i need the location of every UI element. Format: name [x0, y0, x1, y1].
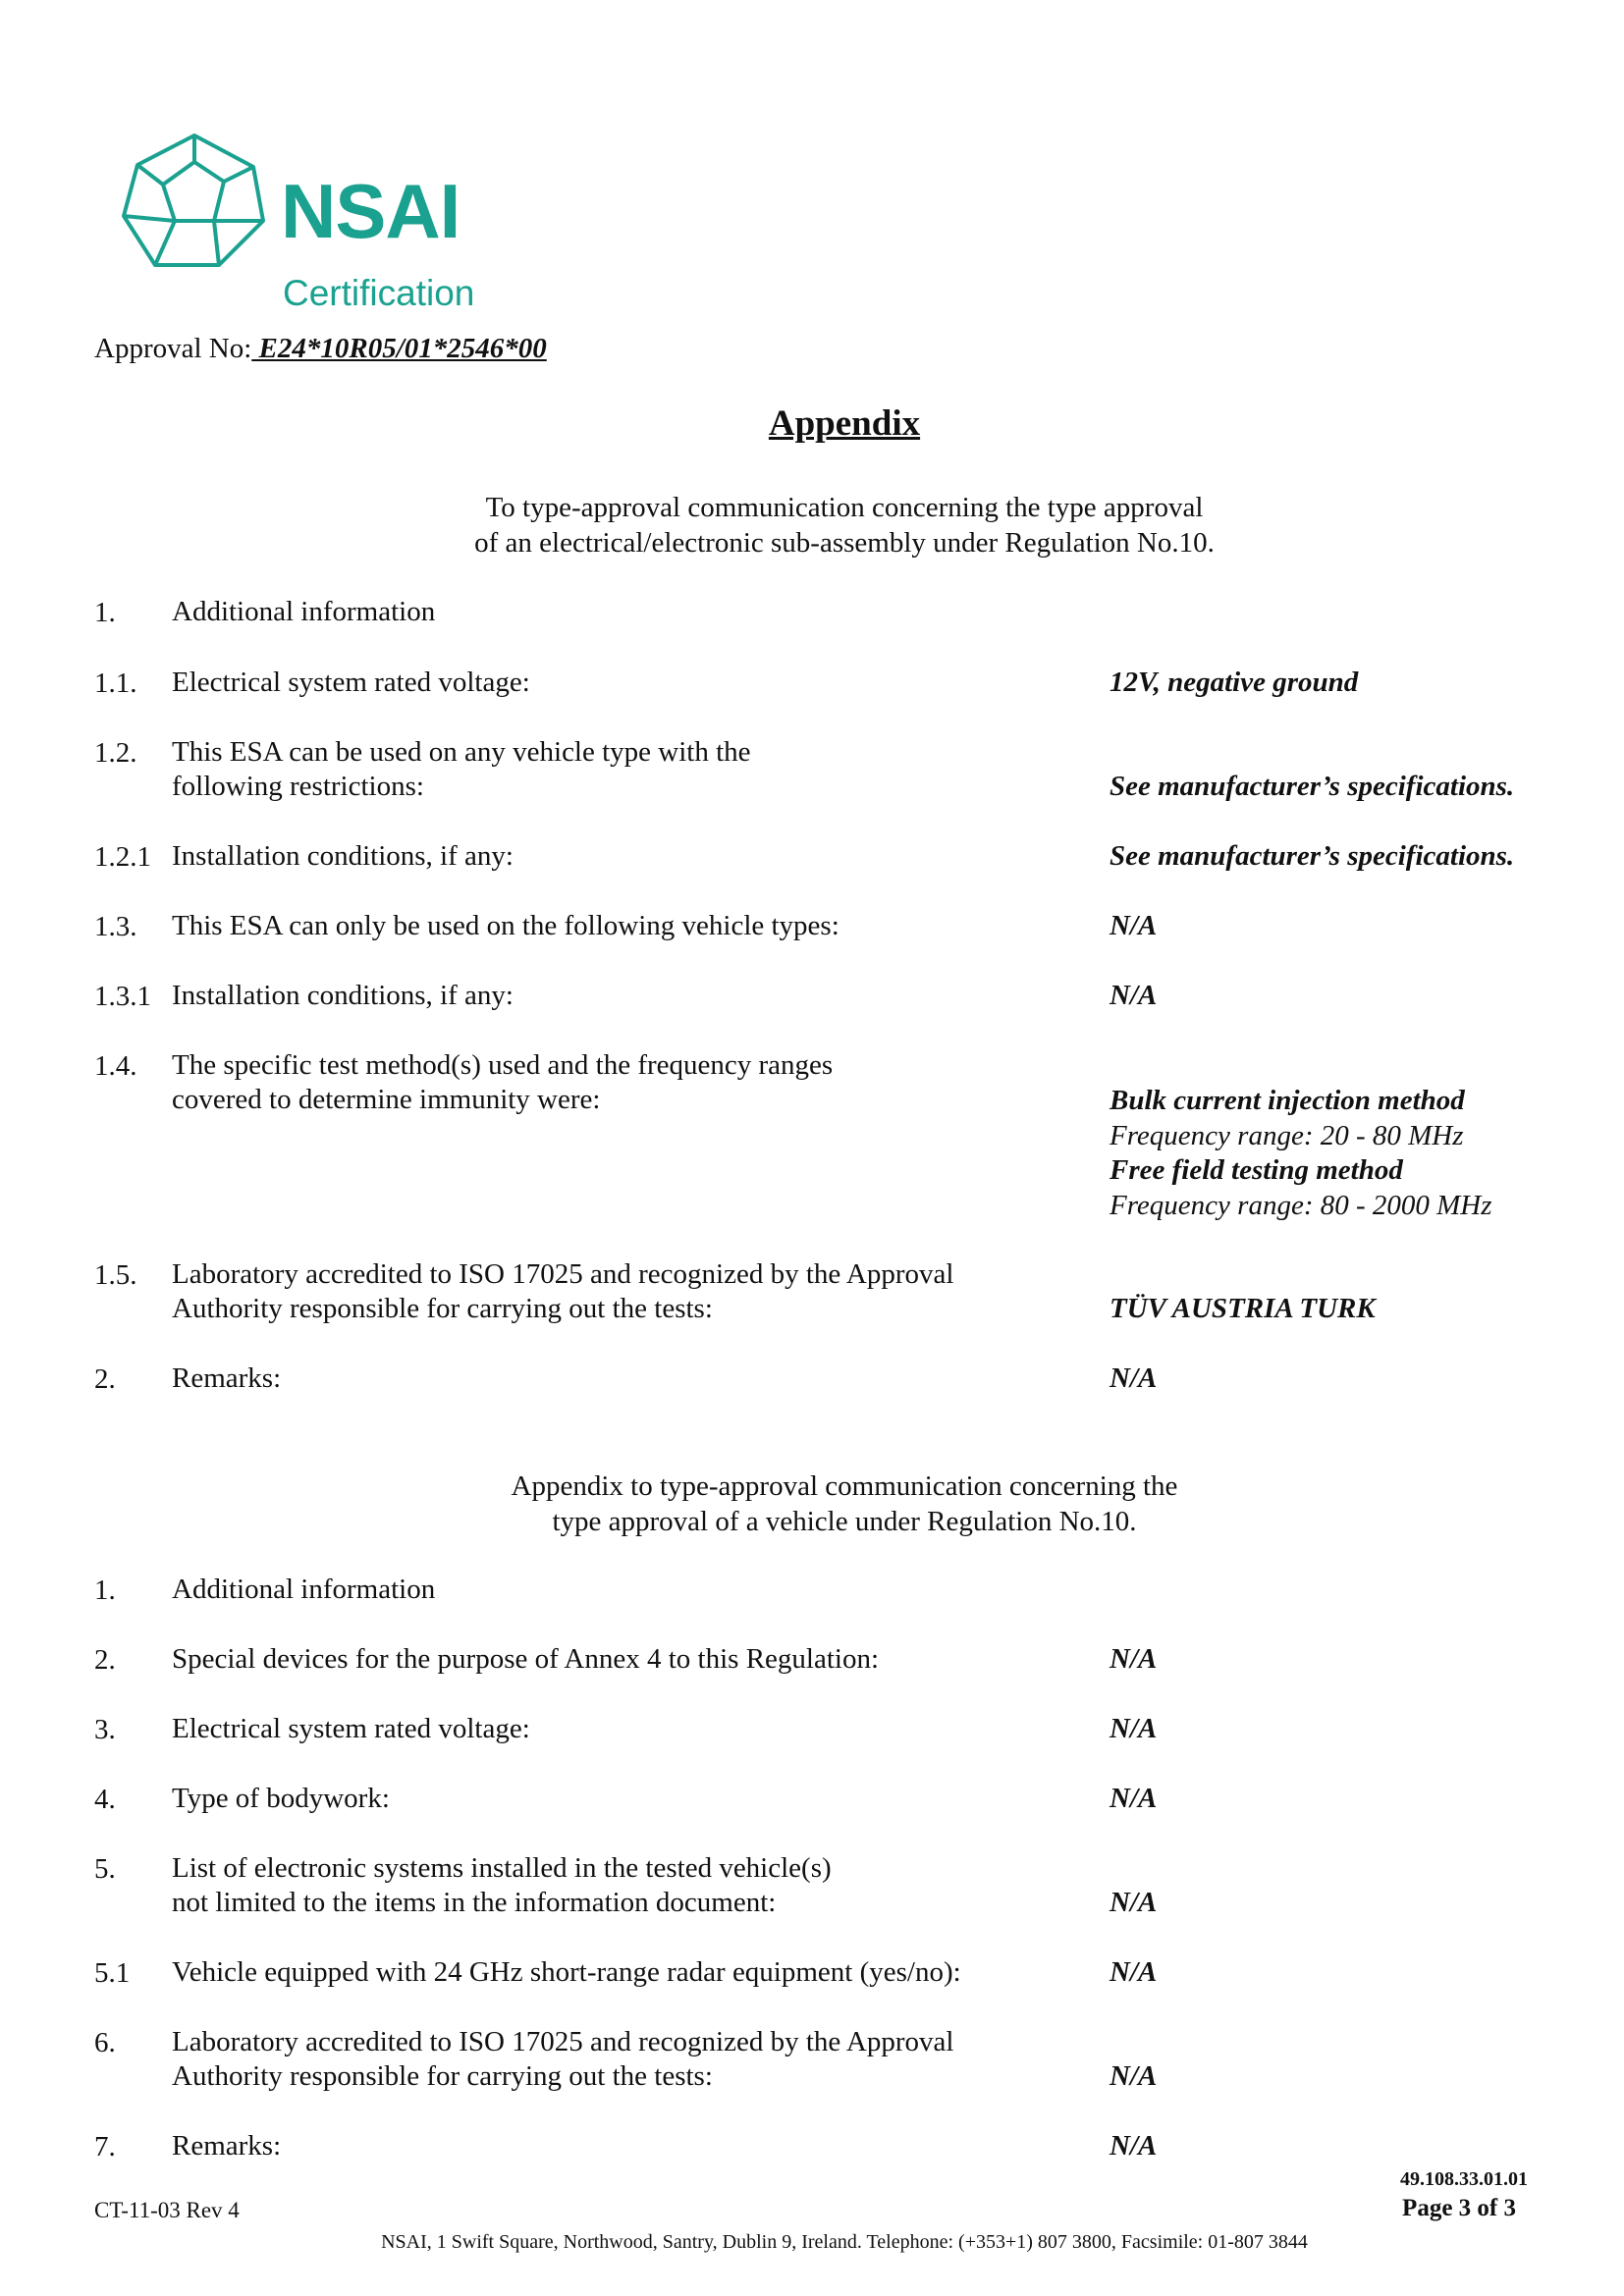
- intro-vehicle-line1: Appendix to type-approval communication concerning the: [511, 1470, 1178, 1502]
- item-label-line2: following restrictions:: [172, 771, 424, 802]
- item-label: Electrical system rated voltage:: [172, 1713, 530, 1744]
- intro-vehicle-line2: type approval of a vehicle under Regulation No.10.: [552, 1506, 1137, 1537]
- item-label: Installation conditions, if any:: [172, 840, 514, 872]
- item-number: 1.3.: [94, 911, 137, 942]
- item-value: See manufacturer’s specifications.: [1110, 771, 1515, 802]
- item-value: N/A: [1110, 1643, 1158, 1675]
- footer-address: NSAI, 1 Swift Square, Northwood, Santry, Dublin 9, Ireland. Telephone: (+353+1) 807 3800, Facsimile: 01-807 3844: [381, 2231, 1308, 2253]
- nsai-logo: [116, 128, 489, 324]
- item-number: 1.3.1: [94, 981, 151, 1012]
- item-value: N/A: [1110, 910, 1158, 941]
- frequency-range: Frequency range: 80 - 2000 MHz: [1110, 1189, 1492, 1221]
- item-number: 2.: [94, 1644, 116, 1676]
- item-value: N/A: [1110, 1362, 1158, 1394]
- item-value: N/A: [1110, 1887, 1158, 1918]
- item-label-line1: This ESA can be used on any vehicle type with the: [172, 736, 751, 768]
- dodecahedron-logo-icon: [116, 128, 273, 275]
- item-label: [172, 2025, 1026, 2094]
- logo-wordmark: NSAI: [281, 168, 460, 254]
- item-number: 1.5.: [94, 1259, 137, 1291]
- item-number: 1.1.: [94, 667, 137, 699]
- item-number: 1.: [94, 597, 116, 628]
- document-code: 49.108.33.01.01: [1400, 2168, 1528, 2190]
- approval-label: Approval No:: [94, 333, 252, 364]
- item-label: Installation conditions, if any:: [172, 980, 514, 1011]
- approval-value: E24*10R05/01*2546*00: [251, 333, 547, 364]
- form-reference: CT-11-03 Rev 4: [94, 2198, 240, 2222]
- item-number: 6.: [94, 2027, 116, 2058]
- intro-esa-line1: To type-approval communication concerning the type approval: [485, 492, 1204, 523]
- item-label-line2: Authority responsible for carrying out the tests:: [172, 2060, 713, 2092]
- item-value: N/A: [1110, 2130, 1158, 2162]
- logo-subtitle: Certification: [283, 273, 475, 313]
- item-number: 7.: [94, 2131, 116, 2163]
- item-label: [172, 735, 1026, 804]
- page-title: Appendix: [768, 403, 921, 444]
- item-label-line1: The specific test method(s) used and the frequency ranges: [172, 1049, 834, 1081]
- item-value: See manufacturer’s specifications.: [1110, 840, 1515, 872]
- item-label: Remarks:: [172, 2130, 282, 2162]
- item-value: N/A: [1110, 1956, 1158, 1988]
- item-label-line2: not limited to the items in the information document:: [172, 1887, 777, 1918]
- item-label: Vehicle equipped with 24 GHz short-range radar equipment (yes/no):: [172, 1956, 961, 1988]
- item-value: N/A: [1110, 1713, 1158, 1744]
- item-label-line2: Authority responsible for carrying out the tests:: [172, 1293, 713, 1324]
- item-number: 5.1: [94, 1957, 131, 1989]
- item-label: Additional information: [172, 1574, 436, 1605]
- item-label-line1: List of electronic systems installed in the tested vehicle(s): [172, 1852, 832, 1884]
- item-label: [172, 1851, 1026, 1920]
- item-label: Remarks:: [172, 1362, 282, 1394]
- item-label: This ESA can only be used on the following vehicle types:: [172, 910, 839, 941]
- approval-number: [94, 332, 547, 366]
- item-value: N/A: [1110, 980, 1158, 1011]
- item-number: 1.2.: [94, 737, 137, 769]
- item-label: Special devices for the purpose of Annex 4 to this Regulation:: [172, 1643, 880, 1675]
- frequency-range: Frequency range: 20 - 80 MHz: [1110, 1119, 1464, 1151]
- test-method: Free field testing method: [1110, 1154, 1403, 1186]
- test-method: Bulk current injection method: [1110, 1085, 1465, 1116]
- item-number: 3.: [94, 1714, 116, 1745]
- item-number: 1.2.1: [94, 841, 151, 873]
- item-label: [172, 1048, 1026, 1117]
- item-label: Additional information: [172, 596, 436, 627]
- item-value: TÜV AUSTRIA TURK: [1110, 1293, 1376, 1324]
- item-label-line1: Laboratory accredited to ISO 17025 and recognized by the Approval: [172, 2026, 954, 2057]
- item-label: Electrical system rated voltage:: [172, 667, 530, 698]
- item-value: N/A: [1110, 2060, 1158, 2092]
- intro-esa: [0, 490, 1624, 561]
- item-number: 1.: [94, 1575, 116, 1606]
- item-label: Type of bodywork:: [172, 1783, 390, 1814]
- item-label-line1: Laboratory accredited to ISO 17025 and recognized by the Approval: [172, 1258, 954, 1290]
- page-number: Page 3 of 3: [1402, 2195, 1516, 2221]
- item-number: 4.: [94, 1784, 116, 1815]
- item-number: 2.: [94, 1363, 116, 1395]
- item-label-line2: covered to determine immunity were:: [172, 1084, 601, 1115]
- item-value: 12V, negative ground: [1110, 667, 1359, 698]
- intro-vehicle: [0, 1468, 1624, 1539]
- item-value: N/A: [1110, 1783, 1158, 1814]
- item-label: [172, 1257, 1026, 1326]
- item-number: 5.: [94, 1853, 116, 1885]
- intro-esa-line2: of an electrical/electronic sub-assembly under Regulation No.10.: [474, 527, 1215, 559]
- item-number: 1.4.: [94, 1050, 137, 1082]
- test-methods: [1110, 1084, 1492, 1223]
